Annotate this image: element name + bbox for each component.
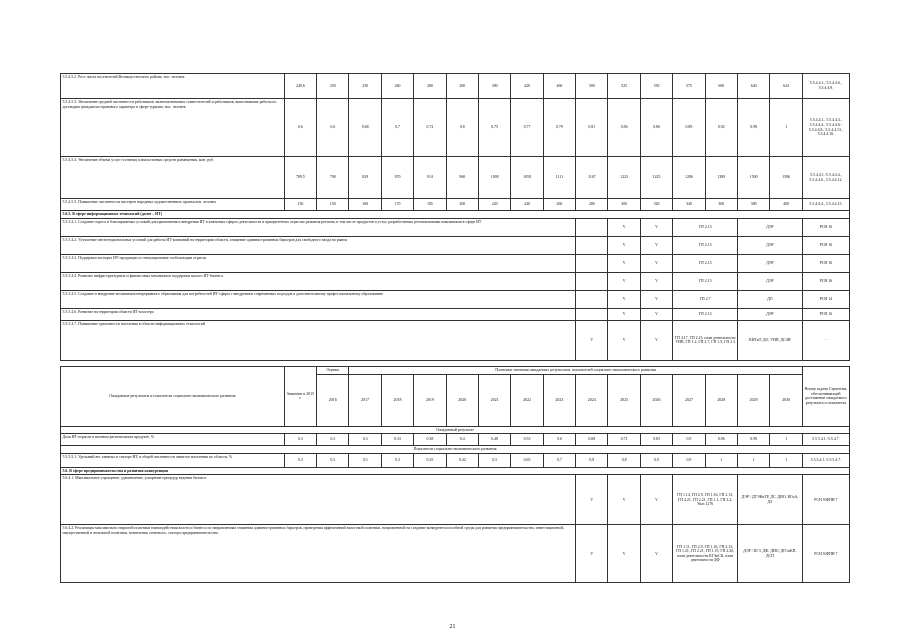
- task-label: 5.5.5.4.1. Создание спроса и благоприятных условий для применения и внедрения ИТ в ключевых сферах деятельности и приоритетных отраслях развития региона, в том числе продуктов и услуг, разработанных региональными компаниями в сфере ИТ: [61, 218, 576, 236]
- year-header: 2030: [770, 374, 802, 426]
- mark-cell: [576, 236, 608, 254]
- year-header: 2017: [349, 374, 381, 426]
- value-cell: 1: [770, 453, 802, 467]
- value-cell: 150: [284, 199, 316, 211]
- document-cell: ГП 2.13: [673, 236, 738, 254]
- value-cell: 0,9: [640, 453, 672, 467]
- value-cell: 0,6: [284, 99, 316, 157]
- mark-cell: V: [640, 290, 672, 308]
- estimate-header: Оценка: [317, 367, 349, 375]
- year-header: 2016: [317, 374, 349, 426]
- table-row: [61, 525, 850, 583]
- value-cell: 0,7: [381, 99, 413, 157]
- table-row: [61, 199, 850, 211]
- value-cell: 0,75: [478, 99, 510, 157]
- value-cell: 0,53: [511, 434, 543, 446]
- task-label: 5.5.5.4.2. Улучшение институциональных условий для работы ИТ-компаний на территории области, снижение административных барьеров для свободного входа на рынок: [61, 236, 576, 254]
- value-cell: 829: [349, 157, 381, 199]
- value-cell: 640: [737, 74, 769, 99]
- subsection-heading: Показатели социально-экономического развития: [61, 446, 850, 454]
- value-cell: 380: [737, 199, 769, 211]
- value-cell: 220: [478, 199, 510, 211]
- value-cell: 0,6: [543, 434, 575, 446]
- value-cell: 1167: [576, 157, 608, 199]
- program-cell: РСН 16: [802, 218, 849, 236]
- value-cell: 0,83: [640, 434, 672, 446]
- value-cell: 0,8: [608, 453, 640, 467]
- executor-cell: КИТиТ, ДО, УИП, ДСЗН: [737, 320, 802, 360]
- value-cell: 280: [414, 74, 446, 99]
- mark-cell: [576, 218, 608, 236]
- executor-cell: ДЭР / КГЗ, ДФ, ДИО, ДГСиКП, ДСП: [737, 525, 802, 583]
- value-cell: 0,89: [673, 99, 705, 157]
- program-cell: РСН 16: [802, 236, 849, 254]
- value-cell: 1286: [673, 157, 705, 199]
- program-cell: РСН 9/ФПН 7: [802, 525, 849, 583]
- value-cell: 0,9: [673, 434, 705, 446]
- value-cell: 185: [414, 199, 446, 211]
- document-cell: ГП 2.13: [673, 308, 738, 320]
- executor-cell: ДЭР: [737, 218, 802, 236]
- task-ref-cell: 5.5.5.4.1.-5.5.5.4.7.: [802, 453, 849, 467]
- task-ref-cell: 5.5.5.4.1.-5.5.4.7.: [802, 434, 849, 446]
- value-cell: 870: [381, 157, 413, 199]
- lower-table: [60, 366, 850, 583]
- value-cell: 0,7: [543, 453, 575, 467]
- document-cell: ГП 2.13: [673, 272, 738, 290]
- value-cell: 420: [511, 74, 543, 99]
- value-cell: 1225: [640, 157, 672, 199]
- table-row: [61, 367, 850, 375]
- value-cell: 0,3: [317, 453, 349, 467]
- value-cell: 340: [673, 199, 705, 211]
- value-cell: 1500: [737, 157, 769, 199]
- mark-cell: V: [640, 236, 672, 254]
- table-row: [61, 211, 850, 219]
- value-cell: 0,86: [640, 99, 672, 157]
- table-row: [61, 272, 850, 290]
- mark-cell: V: [640, 525, 672, 583]
- value-cell: 0,8: [446, 99, 478, 157]
- mark-cell: V: [576, 475, 608, 525]
- value-cell: 300: [446, 74, 478, 99]
- indicator-label: 5.5.4.5.5. Повышение численности мастеров народных художественных промыслов, человек: [61, 199, 285, 211]
- mark-cell: [576, 254, 608, 272]
- value-cell: 0,81: [576, 99, 608, 157]
- value-cell: 0,98: [737, 99, 769, 157]
- value-cell: 0,71: [608, 434, 640, 446]
- value-cell: 0,3: [381, 453, 413, 467]
- year-header: 2029: [737, 374, 769, 426]
- value-cell: 0,3: [349, 434, 381, 446]
- table-row: [61, 254, 850, 272]
- document-cell: ГП 2.13: [673, 254, 738, 272]
- value-cell: 0,4: [446, 434, 478, 446]
- value-cell: 1389: [705, 157, 737, 199]
- table-row: [61, 453, 850, 467]
- table-row: [61, 74, 850, 99]
- table-row: [61, 446, 850, 454]
- mark-cell: V: [640, 254, 672, 272]
- indicator-label: Доля ИТ-отрасли в валовом региональном продукте, %: [61, 434, 285, 446]
- value-cell: 249,6: [284, 74, 316, 99]
- value-cell: 550: [640, 74, 672, 99]
- value-cell: 400: [770, 199, 802, 211]
- year-header: 2020: [446, 374, 478, 426]
- indicator-label: 5.5.4.5.3. Увеличение средней численности работников, включая внешних совместителей и работников, выполнявших работы по договорам гражданско-правового характера в сфере туризма, тыс. человек: [61, 99, 285, 157]
- value-cell: 300: [608, 199, 640, 211]
- mark-cell: V: [640, 320, 672, 360]
- value-cell: 1008: [478, 157, 510, 199]
- mark-cell: V: [640, 272, 672, 290]
- mark-cell: V: [608, 218, 640, 236]
- value-cell: 0,38: [414, 434, 446, 446]
- value-cell: 0,8: [576, 453, 608, 467]
- value-cell: 525: [608, 74, 640, 99]
- value-cell: 250: [317, 74, 349, 99]
- executor-cell: ДЭР: [737, 236, 802, 254]
- executor-cell: ДЭР: [737, 254, 802, 272]
- task-label: 5.5.5.4.7. Повышение грамотности населения в области информационных технологий: [61, 320, 576, 360]
- table-row: [61, 308, 850, 320]
- value-cell: 960: [446, 157, 478, 199]
- value-cell: 0,3: [349, 453, 381, 467]
- value-cell: 160: [349, 199, 381, 211]
- results-header: Ожидаемые результаты и показатели социально-экономического развития: [61, 367, 285, 427]
- year-header: 2022: [511, 374, 543, 426]
- document-cell: ГП 1.11, ГП 2.9, ГП 1.16, ГП 2.13, ГП 1.21, ГП 2.21, ГП 1.19, ГП 2.20, план деятельности КГЗиСК, план деятельности ДФ: [673, 525, 738, 583]
- year-header: 2027: [673, 374, 705, 426]
- value-cell: 0,79: [543, 99, 575, 157]
- value-cell: 600: [705, 74, 737, 99]
- value-cell: 280: [576, 199, 608, 211]
- value-cell: 320: [640, 199, 672, 211]
- table-row: [61, 426, 850, 434]
- document-cell: ГП 4.17, ГП 2.23, план деятельности УИП, ГП 1.2, ГП 2.7, ГП 1.5, ГП 2.3: [673, 320, 738, 360]
- value-cell: 0,65: [511, 453, 543, 467]
- value-cell: 0,84: [608, 99, 640, 157]
- mark-cell: V: [608, 475, 640, 525]
- table-row: [61, 236, 850, 254]
- planned-header: Плановые значения ожидаемых результатов, показателей социально-экономического развития: [349, 367, 802, 375]
- value-cell: 0,98: [737, 434, 769, 446]
- value-cell: 0,3: [284, 434, 316, 446]
- value-cell: 0,72: [414, 99, 446, 157]
- base-year-header: Значение в 2015 г.: [284, 367, 316, 427]
- value-cell: 789,5: [284, 157, 316, 199]
- value-cell: 360: [705, 199, 737, 211]
- document-cell: ГП 2.13: [673, 218, 738, 236]
- table-row: [61, 467, 850, 475]
- mark-cell: [576, 308, 608, 320]
- mark-cell: V: [608, 320, 640, 360]
- year-header: 2025: [608, 374, 640, 426]
- mark-cell: V: [640, 218, 672, 236]
- task-label: 5.5.5.4.6. Развитие на территории области ИТ-кластера: [61, 308, 576, 320]
- program-cell: -: [802, 320, 849, 360]
- value-cell: 170: [381, 199, 413, 211]
- mark-cell: V: [640, 475, 672, 525]
- value-cell: 0,68: [576, 434, 608, 446]
- task-ref-cell: 5.5.4.4.1., 5.5.4.4.6., 5.5.4.4.9.: [802, 74, 849, 99]
- value-cell: 0,35: [414, 453, 446, 467]
- mark-cell: V: [608, 290, 640, 308]
- value-cell: 1586: [770, 157, 802, 199]
- program-cell: РСН 16: [802, 254, 849, 272]
- document-cell: ГП 2.7: [673, 290, 738, 308]
- value-cell: 260: [543, 199, 575, 211]
- value-cell: 0,42: [446, 453, 478, 467]
- task-label: 5.5.5.4.5. Создание и внедрение механизмов непрерывного образования для потребностей ИТ-сферы с внедрением современных подходов к дополнительному профессиональному образованию: [61, 290, 576, 308]
- mark-cell: [576, 290, 608, 308]
- value-cell: 1058: [511, 157, 543, 199]
- page-number: 21: [449, 624, 456, 630]
- value-cell: 0,92: [705, 99, 737, 157]
- value-cell: 0,33: [381, 434, 413, 446]
- value-cell: 1: [770, 99, 802, 157]
- value-cell: 1: [737, 453, 769, 467]
- table-row: [61, 434, 850, 446]
- document-cell: ГП 1.14, ГП 2.9, ГП 1.16, ГП 2.13, ГП 4.21, ГП 2.21, ГП 1.1, ГП 2.2, Указ 1276: [673, 475, 738, 525]
- mark-cell: V: [608, 525, 640, 583]
- mark-cell: V: [576, 525, 608, 583]
- value-cell: 575: [673, 74, 705, 99]
- executor-cell: ДЭР: [737, 308, 802, 320]
- value-cell: 0,9: [673, 453, 705, 467]
- value-cell: 200: [446, 199, 478, 211]
- program-cell: РСН 16: [802, 272, 849, 290]
- value-cell: 500: [576, 74, 608, 99]
- value-cell: 240: [511, 199, 543, 211]
- year-header: 2023: [543, 374, 575, 426]
- value-cell: 390: [478, 74, 510, 99]
- executor-cell: ДО: [737, 290, 802, 308]
- value-cell: 0,3: [317, 434, 349, 446]
- value-cell: 624: [770, 74, 802, 99]
- mark-cell: [576, 272, 608, 290]
- task-label: 5.6.4.1. Максимальное упрощение, удешевление, ускорение процедур ведения бизнеса: [61, 475, 576, 525]
- value-cell: 0,3: [284, 453, 316, 467]
- mark-cell: V: [608, 236, 640, 254]
- year-header: 2028: [705, 374, 737, 426]
- section-heading: 5.6. В сфере предпринимательства и развития конкуренции: [61, 467, 850, 475]
- value-cell: 260: [381, 74, 413, 99]
- indicator-label: 5.5.4.5.4. Увеличение объема услуг гостиниц и аналогичных средств размещения, млн. руб.: [61, 157, 285, 199]
- value-cell: 1225: [608, 157, 640, 199]
- task-label: 5.5.5.4.3. Поддержка экспорта ИТ-продукции и стимулирование глобализации отрасли: [61, 254, 576, 272]
- year-header: 2018: [381, 374, 413, 426]
- indicator-label: 5.5.4.5.2. Рост числа посетителей Великоустюгского района, тыс. человек: [61, 74, 285, 99]
- executor-cell: ДЭР / ДТЭКиТР, ДС, ДИО, КГиА, ДЗ: [737, 475, 802, 525]
- mark-cell: V: [608, 254, 640, 272]
- year-header: 2019: [414, 374, 446, 426]
- mark-cell: V: [576, 320, 608, 360]
- program-cell: РСН 14: [802, 290, 849, 308]
- table-row: [61, 290, 850, 308]
- table-row: [61, 157, 850, 199]
- value-cell: 1: [770, 434, 802, 446]
- value-cell: 0,77: [511, 99, 543, 157]
- section-heading: 5.6.5. В сфере информационных технологий (далее – ИТ): [61, 211, 850, 219]
- value-cell: 0,5: [478, 453, 510, 467]
- task-ref-cell: 5.5.4.4.1., 5.5.4.4.3., 5.5.4.4.4., 5.5.4.4.6.- 5.5.4.4.8., 5.5.4.4.13., 5.5.4.4.16.: [802, 99, 849, 157]
- task-number-header: Номер задачи Стратегии, обеспечивающей достижение ожидаемого результата и показателя: [802, 367, 849, 427]
- program-cell: РСН 9/ФПН 7: [802, 475, 849, 525]
- value-cell: 0,68: [349, 99, 381, 157]
- subsection-heading: Ожидаемый результат: [61, 426, 850, 434]
- value-cell: 790: [317, 157, 349, 199]
- year-header: 2024: [576, 374, 608, 426]
- table-row: [61, 320, 850, 360]
- year-header: 2021: [478, 374, 510, 426]
- program-cell: РСН 16: [802, 308, 849, 320]
- year-header: 2026: [640, 374, 672, 426]
- value-cell: 1: [705, 453, 737, 467]
- table-row: [61, 475, 850, 525]
- task-ref-cell: 5.5.4.4.4., 5.5.4.4.15.: [802, 199, 849, 211]
- executor-cell: ДЭР: [737, 272, 802, 290]
- value-cell: 1111: [543, 157, 575, 199]
- value-cell: 0,96: [705, 434, 737, 446]
- value-cell: 0,6: [317, 99, 349, 157]
- table-row: [61, 99, 850, 157]
- value-cell: 250: [349, 74, 381, 99]
- task-label: 5.6.4.2. Реализация максимально открытой политики взаимодействия власти и бизнеса по направлениям снижения административных барьеров, проведения эффективной налоговой политики, направленной на создание конкурентоспособной среды для развития предпринимательства, инвестиционной, имущественной и земельной политики, вовлечения «теневого» сектора предпринимательства.: [61, 525, 576, 583]
- mark-cell: V: [608, 272, 640, 290]
- table-row: [61, 218, 850, 236]
- value-cell: 0,48: [478, 434, 510, 446]
- mark-cell: V: [608, 308, 640, 320]
- upper-table: [60, 73, 850, 361]
- value-cell: 914: [414, 157, 446, 199]
- mark-cell: V: [640, 308, 672, 320]
- value-cell: 460: [543, 74, 575, 99]
- task-ref-cell: 5.5.4.4.1.-5.5.4.4.4., 5.5.4.4.6., 5.5.4.4.12.: [802, 157, 849, 199]
- task-label: 5.5.5.4.4. Развитие инфраструктурных и финансовых механизмов поддержки малого ИТ-бизнеса: [61, 272, 576, 290]
- value-cell: 150: [317, 199, 349, 211]
- indicator-label: 5.5.5.5.1. Удельный вес занятых в секторе ИТ, в общей численности занятого населения по области, %: [61, 453, 285, 467]
